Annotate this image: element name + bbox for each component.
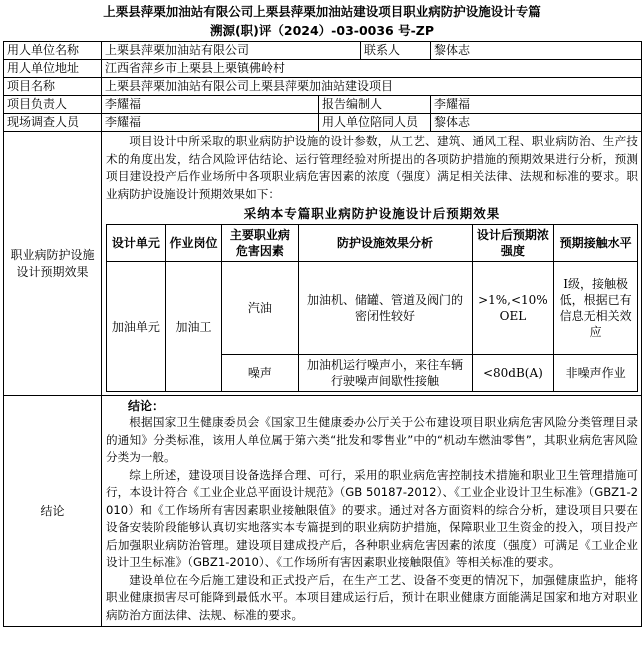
header-cell: 作业岗位	[165, 225, 222, 262]
header-cell: 防护设施效果分析	[298, 225, 472, 262]
effect-intro: 项目设计中所采取的职业病防护设施的设计参数，从工艺、建筑、通风工程、职业病防治、生产技术的角度出发，结合风险评估结论、运行管理经验对所提出的各项防护措施的预期效果进行分析，预测项目建设投产后作业场所中各项职业病危害因素的浓度（强度）满足相关法律、法规和标准的要求。职业病防护设施设计预期效果如下：	[106, 134, 639, 201]
summary-table	[3, 41, 642, 627]
table-row	[4, 78, 642, 96]
header-cell: 主要职业病危害因素	[222, 225, 298, 262]
table-row	[4, 42, 642, 60]
table-row	[4, 114, 642, 132]
level-cell: 非噪声作业	[554, 355, 638, 392]
header-cell: 设计后预期浓强度	[472, 225, 554, 262]
effect-table-row	[107, 262, 638, 355]
effect-cell	[102, 132, 642, 396]
surveyor-value: 李耀福	[102, 114, 319, 132]
effect-table	[106, 224, 638, 392]
header-cell: 设计单元	[107, 225, 166, 262]
conclusion-heading: 结论：	[128, 399, 165, 413]
post-cell: 加油工	[165, 262, 222, 392]
project-value: 上栗县萍栗加油站有限公司上栗县萍栗加油站建设项目	[102, 78, 642, 96]
analysis-cell: 加油机运行噪声小，来往车辆行驶噪声间歇性接触	[298, 355, 472, 392]
analysis-cell: 加油机、储罐、管道及阀门的密闭性较好	[298, 262, 472, 355]
factor-cell: 汽油	[222, 262, 298, 355]
conclusion-paragraph: 建设单位在今后施工建设和正式投产后，在生产工艺、设备不变更的情况下，加强健康监护，能将职业健康损害尽可能降到最低水平。本项目建成运行后，预计在职业健康方面能满足国家和地方对职业病防治方面法律、法规、标准的要求。	[106, 572, 639, 622]
conclusion-paragraph: 综上所述，建设项目设备选择合理、可行，采用的职业病危害控制技术措施和职业卫生管理措施可行，本设计符合《工业企业总平面设计规范》（GB 50187-2012）、《工业企业设计卫生标准》（GBZ1-2010）和《工作场所有害因素职业接触限值》的要求。通过对各方面资料的综合分析，建设项目只要在设备安装阶段能够认真切实地落实本专篇提到的职业病防护措施，保障职业卫生资金的投入，项目投产后加强职业病防治管理。建设项目建成投产后，各种职业病危害因素的浓度（强度）可满足《工业企业设计卫生标准》（GBZ1-2010）、《工作场所有害因素职业接触限值》等相关标准的要求。	[106, 467, 639, 569]
author-label: 报告编制人	[319, 96, 431, 114]
leader-value: 李耀福	[102, 96, 319, 114]
table-row	[4, 96, 642, 114]
table-row	[4, 396, 642, 627]
level-cell: I级，接触极低，根据已有信息无相关效应	[554, 262, 638, 355]
effect-table-header	[107, 225, 638, 262]
concentration-cell: >1%,<10%OEL	[472, 262, 554, 355]
author-value: 李耀福	[431, 96, 642, 114]
leader-label: 项目负责人	[4, 96, 102, 114]
effect-table-title: 采纳本专篇职业病防护设施设计后预期效果	[243, 206, 501, 221]
header-cell: 预期接触水平	[554, 225, 638, 262]
companion-value: 黎体志	[431, 114, 642, 132]
document-title: 上栗县萍栗加油站有限公司上栗县萍栗加油站建设项目职业病防护设施设计专篇	[103, 4, 541, 19]
table-row	[4, 132, 642, 396]
address-value: 江西省萍乡市上栗县上栗镇佛岭村	[102, 60, 642, 78]
concentration-cell: <80dB(A)	[472, 355, 554, 392]
design-unit-cell: 加油单元	[107, 262, 166, 392]
factor-cell: 噪声	[222, 355, 298, 392]
address-label: 用人单位地址	[4, 60, 102, 78]
contact-value: 黎体志	[431, 42, 642, 60]
project-label: 项目名称	[4, 78, 102, 96]
conclusion-cell	[102, 396, 642, 627]
surveyor-label: 现场调查人员	[4, 114, 102, 132]
unit-name-value: 上栗县萍栗加油站有限公司	[102, 42, 361, 60]
document-number: 溯源(职)评（2024）-03-0036 号-ZP	[209, 23, 435, 38]
contact-label: 联系人	[361, 42, 431, 60]
companion-label: 用人单位陪同人员	[319, 114, 431, 132]
table-row	[4, 60, 642, 78]
conclusion-label: 结论	[4, 396, 102, 627]
conclusion-paragraph: 根据国家卫生健康委员会《国家卫生健康委办公厅关于公布建设项目职业病危害风险分类管理目录的通知》分类标准，该用人单位属于第六类“批发和零售业”中的“机动车燃油零售”，其职业病危害风险分类为一般。	[106, 415, 639, 464]
unit-name-label: 用人单位名称	[4, 42, 102, 60]
effect-label: 职业病防护设施设计预期效果	[4, 132, 102, 396]
